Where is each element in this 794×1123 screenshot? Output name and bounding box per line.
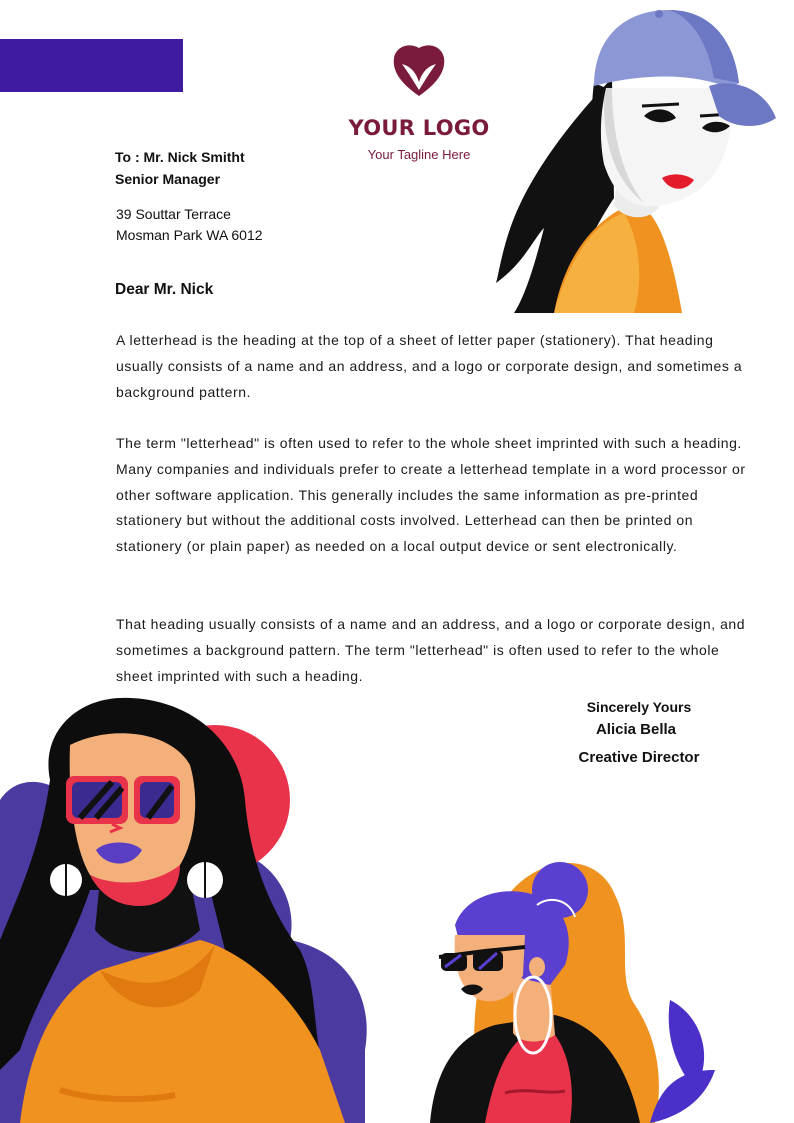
greeting: Dear Mr. Nick <box>115 281 214 298</box>
recipient-role: Senior Manager <box>115 171 221 187</box>
logo-title: YOUR LOGO <box>348 116 490 140</box>
signature-title: Creative Director <box>578 749 700 766</box>
signature-closing: Sincerely Yours <box>586 699 692 715</box>
logo-tagline: Your Tagline Here <box>367 147 471 162</box>
heart-v-logo-icon <box>390 42 448 98</box>
woman-bun-illustration <box>425 855 720 1123</box>
body-paragraph-2: The term "letterhead" is often used to refer to the whole sheet imprinted with such a heading. Many companies and individuals prefer to create a letterhead template in a word processor or other software application. This generally includes the same information as pre-printed stationery but without the additional costs involved. Letterhead can then be printed on stationery (or plain paper) as needed on a local output device or sent electronically. <box>116 435 746 555</box>
accent-bar <box>0 39 183 92</box>
signature-name: Alicia Bella <box>595 721 677 738</box>
body-paragraph-1: A letterhead is the heading at the top of a sheet of letter paper (stationery). That heading usually consists of a name and an address, and a logo or corporate design, and sometimes a background pattern. <box>116 332 743 400</box>
recipient-to-line: To : Mr. Nick Smitht <box>115 149 245 165</box>
address-line-2: Mosman Park WA 6012 <box>116 227 263 243</box>
address-line-1: 39 Souttar Terrace <box>116 206 231 222</box>
body-paragraph-3: That heading usually consists of a name and an address, and a logo or corporate design, and sometimes a background pattern. The term "letterhead" is often used to refer to the whole sheet imprinted with such a heading. <box>116 616 746 684</box>
woman-cap-illustration <box>494 8 784 318</box>
woman-sunglasses-illustration <box>0 690 375 1123</box>
